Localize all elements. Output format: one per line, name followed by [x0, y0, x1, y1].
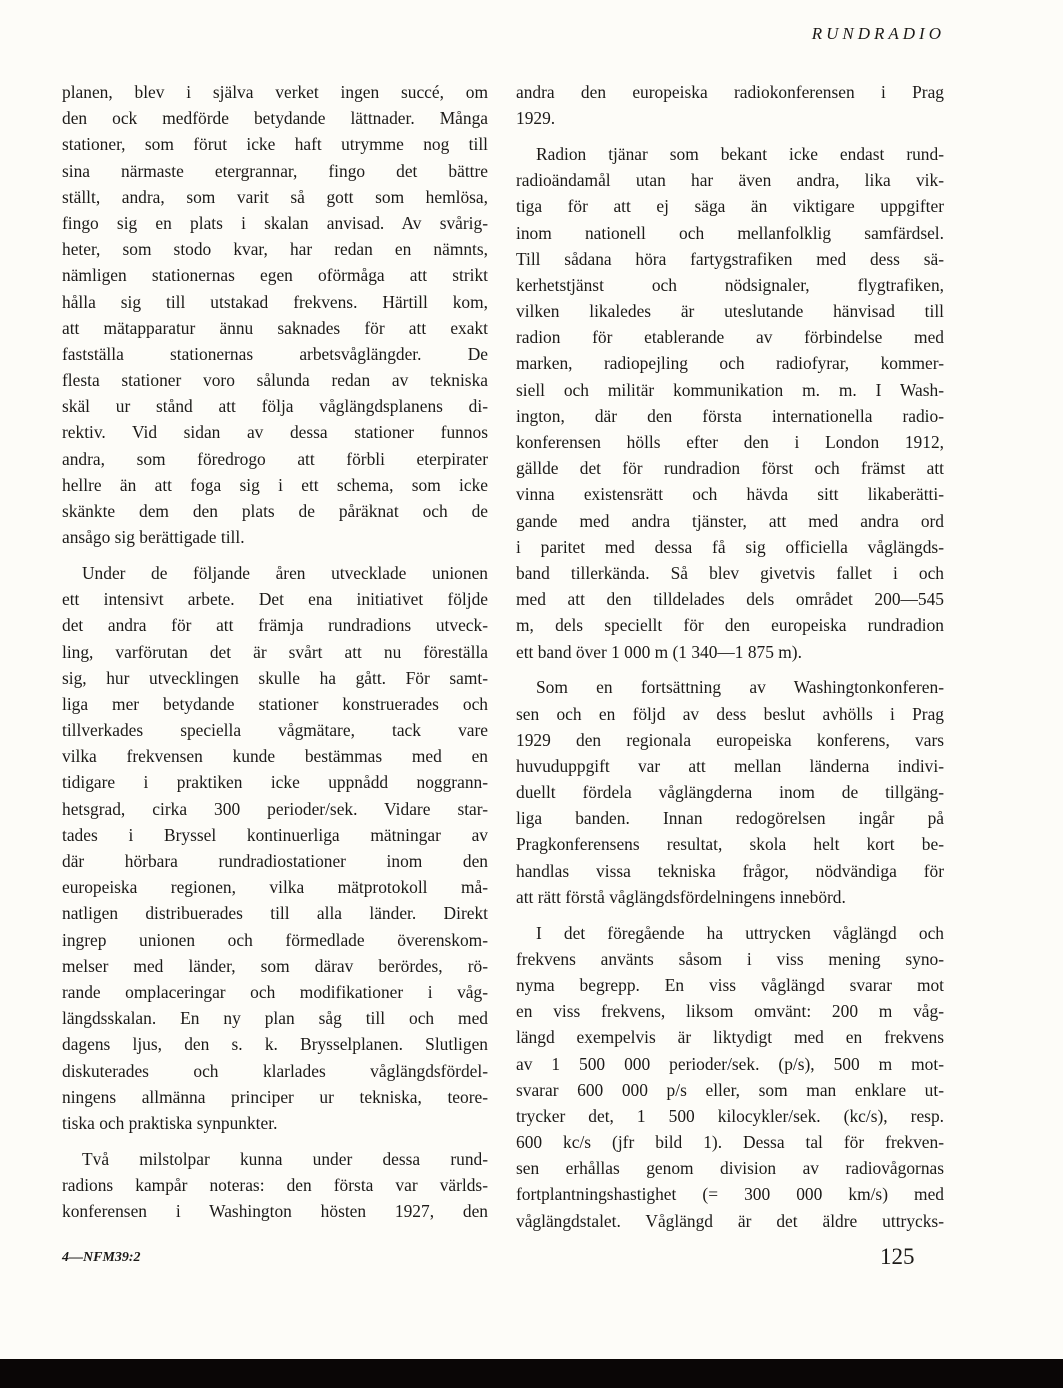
- text-line: diskuterades och klarlades våglängdsfördel-: [62, 1060, 488, 1081]
- text-line: 600 kc/s (jfr bild 1). Dessa tal för frekven-: [516, 1132, 944, 1153]
- text-line: heter, som stodo kvar, har redan en nämnts,: [62, 239, 488, 260]
- text-line: ington, där den första internationella radio-: [516, 405, 944, 426]
- text-line: 1929.: [516, 108, 556, 129]
- text-line: andra, som föredrogo att förbli eterpirater: [62, 448, 488, 469]
- text-line: siell och militär kommunikation m. m. I Wash-: [516, 379, 944, 400]
- text-line: skäl ur stånd att följa våglängdsplanens di-: [62, 396, 488, 417]
- text-line: fingo sig en plats i skalan anvisad. Av svårig-: [62, 212, 488, 233]
- text-line: ingrep unionen och förmedlade överenskom-: [62, 929, 488, 950]
- text-line: ningens allmänna principer ur tekniska, teore-: [62, 1086, 488, 1107]
- left-column: [62, 79, 488, 1234]
- text-line: fastställa stationernas arbetsvåglängder. De: [62, 343, 488, 364]
- text-line: skänkte dem den plats de påräknat och de: [62, 501, 488, 521]
- text-line: där hörbara rundradiostationer inom den: [62, 851, 488, 872]
- text-line: ett band över 1 000 m (1 340—1 875 m).: [516, 641, 802, 662]
- text-line: m, dels speciellt för den europeiska rundradion: [516, 615, 944, 636]
- text-line: svarar 600 000 p/s eller, som man enklare ut-: [516, 1079, 944, 1100]
- text-line: huvuduppgift var att mellan länderna indivi-: [516, 755, 944, 776]
- text-line: marken, radiopejling och radiofyrar, kommer-: [516, 353, 944, 374]
- text-line: Pragkonferensens resultat, skola helt kort be-: [516, 834, 944, 855]
- paragraph: [62, 79, 488, 550]
- text-line: frekvens använts såsom i viss mening syno-: [516, 948, 944, 969]
- text-line: handlas vissa tekniska frågor, nödvändiga för: [516, 860, 944, 881]
- text-line: ling, varförutan det är svårt att nu föreställa: [62, 641, 488, 662]
- text-line: sina närmaste etergrannar, fingo det bättre: [62, 160, 488, 181]
- text-line: i paritet med dessa få sig officiella våglängds-: [516, 536, 944, 557]
- text-line: rande omplaceringar och modifikationer i våg-: [62, 981, 488, 1002]
- text-line: nämligen stationernas egen oförmåga att strikt: [62, 265, 488, 286]
- text-line: liga mer betydande stationer konstruerades och: [62, 693, 488, 714]
- text-line: den ock medförde betydande lättnader. Många: [62, 108, 488, 129]
- text-line: flesta stationer voro sålunda redan av tekniska: [62, 370, 488, 391]
- text-line: liga banden. Innan redogörelsen ingår på: [516, 808, 944, 829]
- text-line: europeiska regionen, vilka mätprotokoll må-: [62, 877, 488, 898]
- text-line: tades i Bryssel kontinuerliga mätningar av: [62, 824, 488, 845]
- text-line: längdsskalan. En ny plan såg till och med: [62, 1008, 488, 1029]
- paragraph: [62, 1146, 488, 1225]
- text-line: planen, blev i själva verket ingen succé, om: [62, 82, 488, 102]
- text-line: att rätt förstå våglängdsfördelningens innebörd.: [516, 886, 846, 907]
- text-line: radioändamål utan har även andra, lika vik-: [516, 170, 944, 191]
- text-line: sen och en följd av dess beslut avhölls i Prag: [516, 703, 944, 724]
- text-line: ansågo sig berättigade till.: [62, 527, 245, 548]
- text-line: ställt, andra, som varit så gott som hemlösa,: [62, 186, 488, 207]
- text-line: ett intensivt arbete. Det ena initiativet följde: [62, 589, 488, 610]
- paragraph: [62, 560, 488, 1136]
- text-line: sig, hur utvecklingen skulle ha gått. För samt-: [62, 667, 488, 688]
- page-number: 125: [880, 1244, 915, 1269]
- text-line: med att den tilldelades dels området 200—545: [516, 589, 944, 610]
- text-line: tidigare i praktiken icke uppnådd noggrann-: [62, 772, 488, 793]
- text-line: konferensen i Washington hösten 1927, den: [62, 1201, 488, 1222]
- text-line: rektiv. Vid sidan av dessa stationer funnos: [62, 422, 488, 443]
- paragraph: [516, 79, 944, 131]
- text-line: radion för etablerande av förbindelse med: [516, 327, 944, 348]
- signature-mark: 4—NFM39:2: [62, 1250, 141, 1265]
- text-line: melser med länder, som därav berördes, rö-: [62, 955, 488, 976]
- text-line: hellre än att foga sig i ett schema, som icke: [62, 474, 488, 495]
- text-line: hetsgrad, cirka 300 perioder/sek. Vidare star-: [62, 798, 488, 819]
- text-line: tillverkades speciella vågmätare, tack vare: [62, 720, 488, 741]
- text-line: band tillerkända. Så blev givetvis fallet i och: [516, 562, 944, 583]
- text-line: dagens ljus, den s. k. Brysselplanen. Slutligen: [62, 1034, 488, 1055]
- text-line: 1929 den regionala europeiska konferens, vars: [516, 729, 944, 750]
- text-line: trycker det, 1 500 kilocykler/sek. (kc/s), resp.: [516, 1105, 944, 1126]
- text-line: I det föregående ha uttrycken våglängd och: [536, 922, 944, 943]
- text-line: gällde det för rundradion först och främst att: [516, 458, 944, 479]
- paragraph: [516, 141, 944, 665]
- text-line: längd exempelvis är liktydigt med en frekvens: [516, 1027, 944, 1048]
- text-line: en viss frekvens, liksom omvänt: 200 m våg-: [516, 1001, 944, 1022]
- text-line: tiga för att ej säga än viktigare uppgifter: [516, 196, 944, 217]
- paragraph: [516, 674, 944, 910]
- text-line: nyma begrepp. En viss våglängd svarar mot: [516, 974, 944, 995]
- text-line: av 1 500 000 perioder/sek. (p/s), 500 m mot-: [516, 1053, 944, 1074]
- paragraph: [516, 920, 944, 1234]
- text-line: stationer, som förut icke haft utrymme nog till: [62, 134, 488, 155]
- text-line: Till sådana höra fartygstrafiken med dess sä-: [516, 248, 944, 269]
- text-line: Under de följande åren utvecklade unionen: [82, 562, 488, 583]
- text-line: vilka frekvensen kunde bestämmas med en: [62, 746, 488, 767]
- text-line: Som en fortsättning av Washingtonkonferen-: [536, 677, 944, 698]
- text-line: Radion tjänar som bekant icke endast rund-: [536, 143, 944, 164]
- text-line: radions kampår noteras: den första var världs-: [62, 1174, 488, 1195]
- text-line: vilken likaledes är uteslutande hänvisad till: [516, 301, 944, 322]
- running-header: RUNDRADIO: [811, 24, 945, 43]
- text-line: duellt fördela våglängderna inom de tillgäng-: [516, 782, 944, 803]
- text-line: natligen distribuerades till alla länder. Direkt: [62, 903, 488, 924]
- text-line: Två milstolpar kunna under dessa rund-: [82, 1148, 488, 1169]
- text-line: fortplantningshastighet (= 300 000 km/s) med: [516, 1184, 944, 1205]
- text-line: att mätapparatur ännu saknades för att exakt: [62, 317, 488, 338]
- text-line: gande med andra tjänster, att med andra ord: [516, 510, 944, 531]
- text-line: andra den europeiska radiokonferensen i Prag: [516, 82, 944, 102]
- text-line: våglängdstalet. Våglängd är det äldre uttrycks-: [516, 1210, 944, 1231]
- text-line: tiska och praktiska synpunkter.: [62, 1112, 278, 1133]
- text-line: konferensen hölls efter den i London 1912,: [516, 432, 944, 453]
- text-line: vinna existensrätt och hävda sitt likaberätti-: [516, 484, 944, 505]
- text-line: kerhetstjänst och nödsignaler, flygtrafiken,: [516, 274, 944, 295]
- text-line: det andra för att främja rundradions utveck-: [62, 615, 488, 636]
- right-column: [516, 79, 944, 1243]
- scan-border: [0, 1359, 1063, 1388]
- text-line: sen erhållas genom division av radiovågornas: [516, 1158, 944, 1179]
- text-line: hålla sig till utstakad frekvens. Härtill kom,: [62, 291, 488, 312]
- text-line: inom nationell och mellanfolklig samfärdsel.: [516, 222, 944, 243]
